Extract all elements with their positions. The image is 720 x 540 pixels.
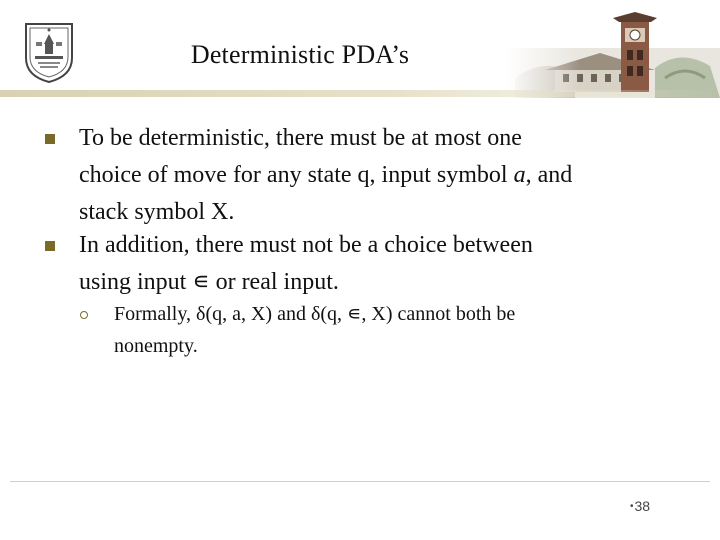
page-number	[630, 498, 690, 514]
bullet-line: In addition, there must not be a choice between	[79, 232, 533, 258]
slide-title: Deterministic PDA’s	[190, 40, 410, 69]
page-number-value: 38	[634, 498, 651, 514]
bullet-line	[79, 157, 679, 194]
bullet-marker	[45, 134, 55, 144]
sub-bullet-line: nonempty.	[114, 335, 198, 357]
header-divider-bar	[0, 90, 720, 97]
sub-bullet-line: Formally, δ(q, a, X) and δ(q, ∊, X) cannot both be	[114, 303, 516, 325]
bullet-line: stack symbol X.	[79, 199, 235, 225]
italic-symbol: a	[513, 162, 526, 188]
sub-bullet-text	[114, 298, 654, 362]
bullet-line: using input ∊ or real input.	[79, 269, 339, 295]
bullet-text	[79, 120, 679, 231]
bullet-line: To be deterministic, there must be at most one	[79, 125, 522, 151]
footer-divider	[10, 481, 710, 482]
bullet-marker	[45, 241, 55, 251]
bullet-line-segment: choice of move for any state q, input symbol	[79, 162, 514, 188]
bullet-line-segment: , and	[525, 162, 573, 188]
bullet-text	[79, 227, 679, 301]
campus-tower-image	[505, 8, 720, 98]
sub-bullet-marker	[80, 311, 88, 319]
page-dot: •	[630, 501, 634, 512]
